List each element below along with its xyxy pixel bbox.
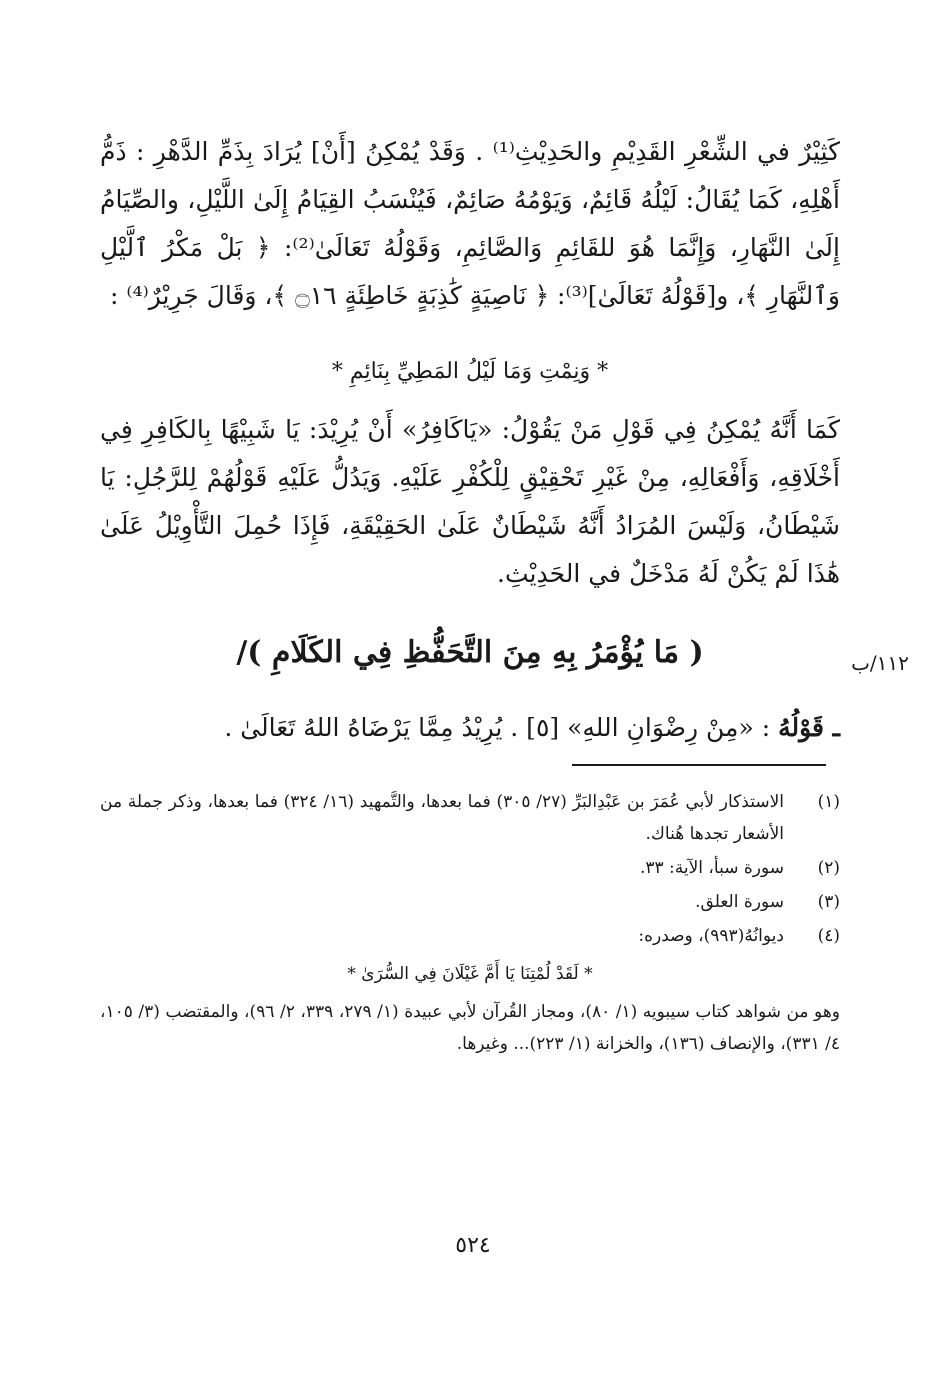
footnote-item xyxy=(100,886,840,918)
section-heading: ( مَا يُؤْمَرُ بِهِ مِنَ التَّحَفُّظِ فِي الكَلَامِ )/ xyxy=(236,635,704,670)
footnote-text: ديوانُهُ(٩٩٣)، وصدره: xyxy=(638,926,784,946)
paragraph-text: كَثِيْرٌ في الشِّعْرِ القَدِيْمِ والحَدِيْثِ⁽¹⁾ . وَقَدْ يُمْكِنُ [أَنْ] يُرَادَ بِذَمِّ الدَّهْرِ : ذَمُّ أَهْلِهِ، كَمَا يُقَالُ: لَيْلُهُ قَائِمٌ، وَيَوْمُهُ صَائِمٌ، فَيُنْسَبُ القِيَامُ إِلَىٰ اللَّيْلِ، والصِّيَامُ إِلَىٰ النَّهَارِ، وَإِنَّمَا هُوَ للقَائِمِ وَالصَّائِمِ، وَقَوْلُهُ تَعَالَىٰ⁽²⁾: ﴿ بَلْ مَكْرُ ٱلَّيْلِ وَٱلنَّهَارِ ﴾، و[قَوْلُهُ تَعَالَىٰ]⁽³⁾: ﴿ نَاصِيَةٍ كَٰذِبَةٍ خَاطِئَةٍ ۝١٦ ﴾، وَقَالَ جَرِيْرٌ⁽⁴⁾ : xyxy=(100,137,840,310)
footnote-number: (٢) xyxy=(817,858,840,878)
footnote-continuation: وهو من شواهد كتاب سيبويه (١/ ٨٠)، ومجاز القُرآن لأبي عبيدة (١/ ٢٧٩، ٣٣٩، ٢/ ٩٦)، والمقتضب (٣/ ١٠٥، ٤/ ٣٣١)، والإنصاف (١٣٦)، والخزانة (١/ ٢٢٣)... وغيرها. xyxy=(100,1002,840,1054)
footnote-text: سورة سبأ، الآية: ٣٣. xyxy=(639,858,784,878)
footnote-divider xyxy=(572,764,826,766)
footnote-text: سورة العلق. xyxy=(695,892,784,912)
footnote-text: الاستذكار لأبي عُمَرَ بن عَبْدِالبَرِّ (٢٧/ ٣٠٥) فما بعدها، والتَّمهيد (١٦/ ٣٢٤) فما بعدها، وذكر جملة من الأشعار تجدها هُناك. xyxy=(100,792,784,844)
paragraph-text: كَمَا أَنَّهُ يُمْكِنُ فِي قَوْلِ مَنْ يَقُوْلُ: «يَاكَافِرُ» أَنْ يُرِيْدَ: يَا شَبِيْهًا بِالكَافِرِ فِي أَخْلَاقِهِ، وَأَفْعَالِهِ، مِنْ غَيْرِ تَحْقِيْقٍ لِلْكُفْرِ عَلَيْهِ. وَيَدُلُّ عَلَيْهِ قَوْلُهُمْ لِلرَّجُلِ: يَا شَيْطَانُ، وَلَيْسَ المُرَادُ أَنَّهُ شَيْطَانٌ عَلَىٰ الحَقِيْقَةِ، فَإِذَا حُمِلَ التَّأْوِيْلُ عَلَىٰ هَٰذَا لَمْ يَكُنْ لَهُ مَدْخَلٌ في الحَدِيْثِ. xyxy=(100,415,840,588)
footnote-number: (١) xyxy=(817,792,840,812)
commentary-text: : «مِنْ رِضْوَانِ اللهِ» [٥] . يُرِيْدُ مِمَّا يَرْضَاهُ اللهُ تَعَالَىٰ . xyxy=(224,713,771,742)
footnote-item xyxy=(100,786,840,850)
main-paragraph-2 xyxy=(100,406,840,598)
footnote-number: (٤) xyxy=(817,926,840,946)
footnote-item xyxy=(100,920,840,952)
commentary-lead: ـ قَوْلُهُ xyxy=(778,713,840,742)
folio-margin-note: ١١٢/ب xyxy=(851,651,909,675)
commentary-line xyxy=(100,704,840,752)
footnote-item xyxy=(100,852,840,884)
footnotes xyxy=(100,786,840,1060)
footnote-verse: * لَقَدْ لُمْتِنَا يَا أَمَّ غَيْلَانَ فِي السُّرَىٰ * xyxy=(347,964,593,984)
poetry-verse: * وَنِمْتِ وَمَا لَيْلُ المَطِيِّ بِنَائِمِ * xyxy=(331,359,609,384)
footnote-number: (٣) xyxy=(817,892,840,912)
page-number: ٥٢٤ xyxy=(455,1233,491,1258)
main-paragraph-1 xyxy=(100,128,840,320)
